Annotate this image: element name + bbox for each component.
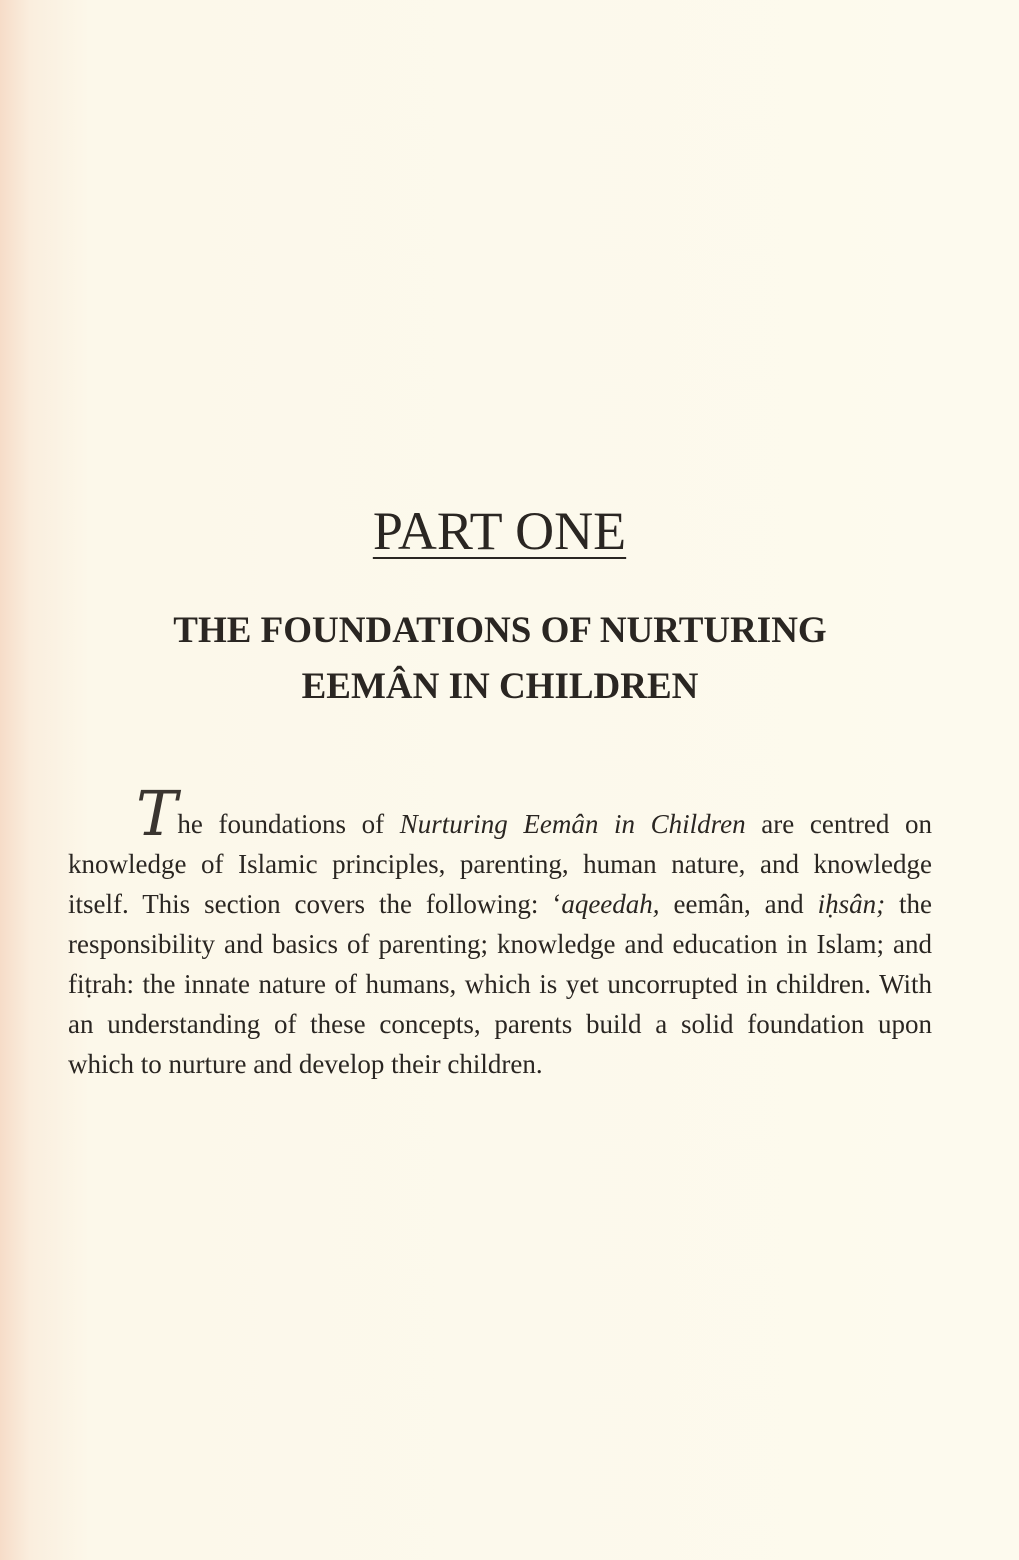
- intro-paragraph: [68, 777, 932, 1084]
- text-segment: he foundations of: [177, 809, 400, 839]
- section-subtitle: [60, 603, 940, 715]
- subtitle-line: EEMÂN IN CHILDREN: [301, 666, 699, 707]
- text-segment: the responsibility and basics of parenting; knowledge and education in Islam; and fiṭrah: the innate nature of humans, which is yet uncorrupted in children. With an understanding of these concepts, parents build a solid foundation upon which to nurture and develop their children.: [68, 889, 932, 1079]
- subtitle-line: THE FOUNDATIONS OF NURTURING: [173, 610, 827, 651]
- text-segment: are centred on knowledge of Islamic principles, parenting, human nature, and knowledge itself. This section covers the following: ‘: [68, 809, 932, 919]
- drop-cap: T: [136, 777, 178, 850]
- term-italic: aqeedah,: [561, 889, 660, 919]
- part-title-text: PART ONE: [372, 501, 627, 561]
- term-italic: iḥsân;: [817, 889, 886, 919]
- part-title: [0, 500, 1019, 562]
- text-segment: eemân, and: [659, 889, 818, 919]
- book-title-italic: Nurturing Eemân in Children: [399, 809, 746, 839]
